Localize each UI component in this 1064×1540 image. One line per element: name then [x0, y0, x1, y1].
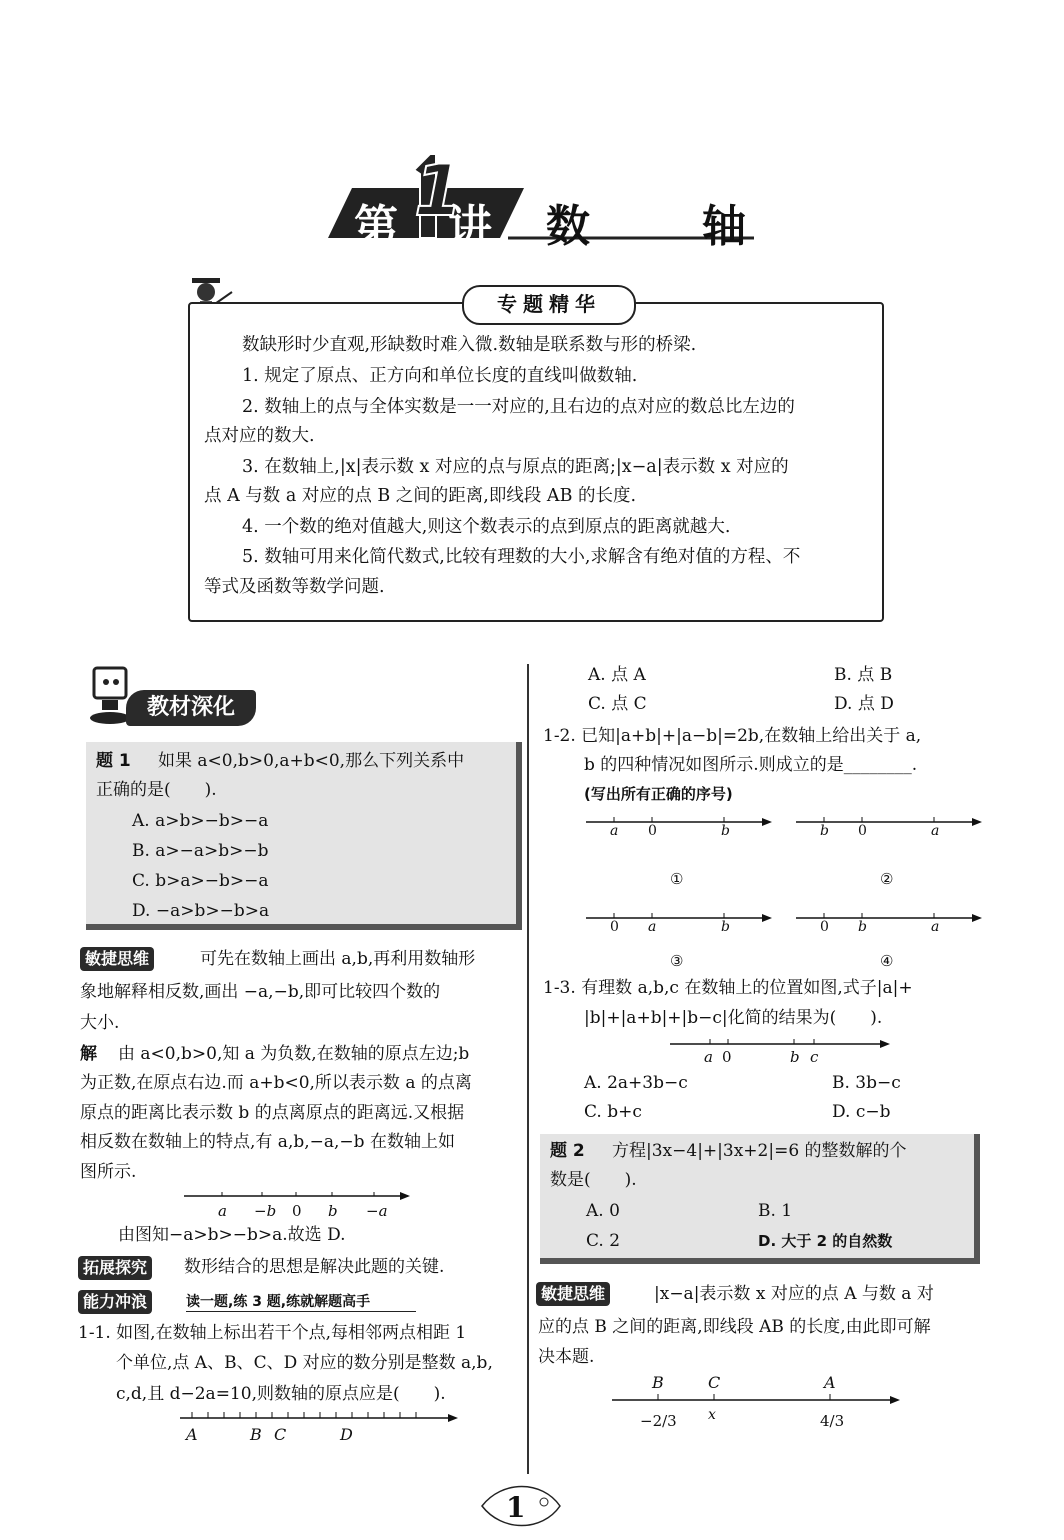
question-1-text: 正确的是( ). — [96, 780, 217, 800]
quick-thinking-text: 决本题. — [538, 1347, 595, 1367]
summary-line: 点对应的数大. — [204, 426, 315, 446]
axis-label: −a — [366, 1202, 388, 1220]
axis-label: a — [704, 1048, 713, 1066]
quick-thinking-tag: 敏捷思维 — [536, 1282, 610, 1306]
option-a: A. 2a+3b−c — [584, 1073, 688, 1093]
ability-tag: 能力冲浪 — [78, 1290, 152, 1314]
summary-line: 5. 数轴可用来化简代数式,比较有理数的大小,求解含有绝对值的方程、不 — [242, 547, 801, 567]
solution-text: 原点的距离比表示数 b 的点离原点的距离远.又根据 — [80, 1103, 465, 1123]
figure-number: ① — [670, 870, 684, 888]
quick-thinking-text: 大小. — [80, 1013, 120, 1033]
question-2-text: 数是( ). — [550, 1170, 637, 1190]
axis-label: c — [810, 1048, 819, 1066]
axis-label: 4/3 — [820, 1412, 845, 1430]
quick-thinking-text: 可先在数轴上画出 a,b,再利用数轴形 — [200, 949, 476, 969]
option-d: D. −a>b>−b>a — [132, 901, 270, 921]
axis-label: A — [186, 1425, 198, 1444]
problem-1-3-number-line — [668, 1036, 898, 1052]
problem-1-3-text: 1-3. 有理数 a,b,c 在数轴上的位置如图,式子|a|+ — [543, 978, 913, 998]
option-a: A. 点 A — [588, 665, 646, 685]
axis-label: a — [218, 1202, 227, 1220]
question-1-label: 题 1 — [96, 751, 131, 771]
question-2-number-line — [610, 1392, 904, 1408]
option-b: B. a>−a>b>−b — [132, 841, 269, 861]
question-2-text: 方程|3x−4|+|3x+2|=6 的整数解的个 — [612, 1141, 907, 1161]
axis-label: b — [820, 823, 829, 839]
axis-label: b — [790, 1048, 800, 1066]
ability-text: 读一题,练 3 题,练就解题高手 — [186, 1294, 371, 1310]
axis-label: B — [652, 1373, 664, 1392]
option-d: D. c−b — [832, 1102, 891, 1122]
problem-1-2-note: (写出所有正确的序号) — [584, 785, 733, 803]
lecture-number: 1 — [414, 150, 463, 232]
axis-label: C — [274, 1425, 287, 1444]
solution-conclusion: 由图知−a>b>−b>a.故选 D. — [118, 1225, 346, 1245]
problem-1-1-text: 1-1. 如图,在数轴上标出若干个点,每相邻两点相距 1 — [78, 1323, 467, 1343]
axis-label: C — [708, 1373, 721, 1392]
extend-tag: 拓展探究 — [78, 1256, 152, 1280]
option-a: A. 0 — [586, 1201, 620, 1221]
option-c: C. b>a>−b>−a — [132, 871, 269, 891]
summary-line: 4. 一个数的绝对值越大,则这个数表示的点到原点的距离就越大. — [242, 517, 731, 537]
quick-thinking-tag: 敏捷思维 — [80, 947, 154, 971]
axis-label: x — [708, 1407, 716, 1423]
problem-1-1-text: c,d,且 d−2a=10,则数轴的原点应是( ). — [116, 1384, 446, 1404]
axis-label: D — [340, 1425, 353, 1444]
axis-label: 0 — [648, 823, 657, 839]
column-divider — [527, 664, 529, 1474]
quick-thinking-text: |x−a|表示数 x 对应的点 A 与数 a 对 — [654, 1284, 934, 1304]
axis-label: b — [858, 919, 867, 935]
option-c: C. 点 C — [588, 694, 647, 714]
axis-label: 0 — [722, 1048, 732, 1066]
option-d: D. 大于 2 的自然数 — [758, 1232, 893, 1250]
lecture-prefix: 第 — [354, 201, 398, 252]
figure-number: ③ — [670, 952, 684, 970]
axis-label: b — [328, 1202, 338, 1220]
topic-char-1: 数 — [546, 201, 590, 252]
axis-label: −2/3 — [640, 1412, 677, 1430]
axis-label: 0 — [858, 823, 867, 839]
ability-underline — [186, 1311, 416, 1312]
question-1-text: 如果 a<0,b>0,a+b<0,那么下列关系中 — [158, 751, 465, 771]
summary-line: 2. 数轴上的点与全体实数是一一对应的,且右边的点对应的数总比左边的 — [242, 397, 795, 417]
axis-label: a — [931, 823, 940, 839]
axis-label: b — [721, 919, 730, 935]
quick-thinking-text: 应的点 B 之间的距离,即线段 AB 的长度,由此即可解 — [538, 1317, 931, 1337]
solution-text: 为正数,在原点右边.而 a+b<0,所以表示数 a 的点离 — [80, 1073, 472, 1093]
axis-label: 0 — [820, 919, 829, 935]
problem-1-2-text: 1-2. 已知|a+b|+|a−b|=2b,在数轴上给出关于 a, — [543, 726, 922, 746]
problem-1-3-text: |b|+|a+b|+|b−c|化简的结果为( ). — [584, 1008, 883, 1028]
axis-label: 0 — [292, 1202, 302, 1220]
summary-line: 1. 规定了原点、正方向和单位长度的直线叫做数轴. — [242, 366, 638, 386]
summary-tag: 专题精华 — [462, 285, 636, 325]
summary-line: 等式及函数等数学问题. — [204, 577, 385, 597]
summary-line: 数缺形时少直观,形缺数时难入微.数轴是联系数与形的桥梁. — [242, 335, 697, 355]
option-c: C. b+c — [584, 1102, 642, 1122]
option-b: B. 点 B — [834, 665, 893, 685]
problem-1-1-text: 个单位,点 A、B、C、D 对应的数分别是整数 a,b, — [116, 1353, 493, 1373]
option-b: B. 3b−c — [832, 1073, 901, 1093]
extend-text: 数形结合的思想是解决此题的关键. — [184, 1257, 445, 1277]
axis-label: b — [721, 823, 730, 839]
summary-box — [188, 302, 884, 622]
solution-label: 解 — [80, 1044, 97, 1064]
option-d: D. 点 D — [834, 694, 894, 714]
page-number: 1 — [506, 1491, 526, 1524]
solution-text: 相反数在数轴上的特点,有 a,b,−a,−b 在数轴上如 — [80, 1132, 455, 1152]
summary-line: 点 A 与数 a 对应的点 B 之间的距离,即线段 AB 的长度. — [204, 486, 637, 506]
axis-label: a — [931, 919, 940, 935]
axis-label: A — [824, 1373, 836, 1392]
question-2-label: 题 2 — [550, 1141, 585, 1161]
solution-text: 图所示. — [80, 1162, 137, 1182]
problem-1-1-number-line — [176, 1406, 466, 1428]
figure-number: ④ — [880, 952, 894, 970]
lecture-suffix: 讲 — [448, 201, 492, 252]
topic-char-2: 轴 — [702, 201, 746, 252]
axis-label: a — [648, 919, 657, 935]
summary-line: 3. 在数轴上,|x|表示数 x 对应的点与原点的距离;|x−a|表示数 x 对应的 — [242, 457, 789, 477]
option-a: A. a>b>−b>−a — [132, 811, 269, 831]
lecture-banner — [318, 150, 758, 250]
problem-1-2-text: b 的四种情况如图所示.则成立的是________. — [584, 755, 918, 775]
figure-number: ② — [880, 870, 894, 888]
option-c: C. 2 — [586, 1231, 621, 1251]
section-title: 教材深化 — [126, 690, 256, 726]
quick-thinking-text: 象地解释相反数,画出 −a,−b,即可比较四个数的 — [80, 982, 441, 1002]
axis-label: 0 — [610, 919, 619, 935]
solution-text: 由 a<0,b>0,知 a 为负数,在数轴的原点左边;b — [118, 1044, 470, 1064]
axis-label: a — [610, 823, 619, 839]
axis-label: B — [250, 1425, 262, 1444]
axis-label: −b — [254, 1202, 277, 1220]
option-b: B. 1 — [758, 1201, 793, 1221]
